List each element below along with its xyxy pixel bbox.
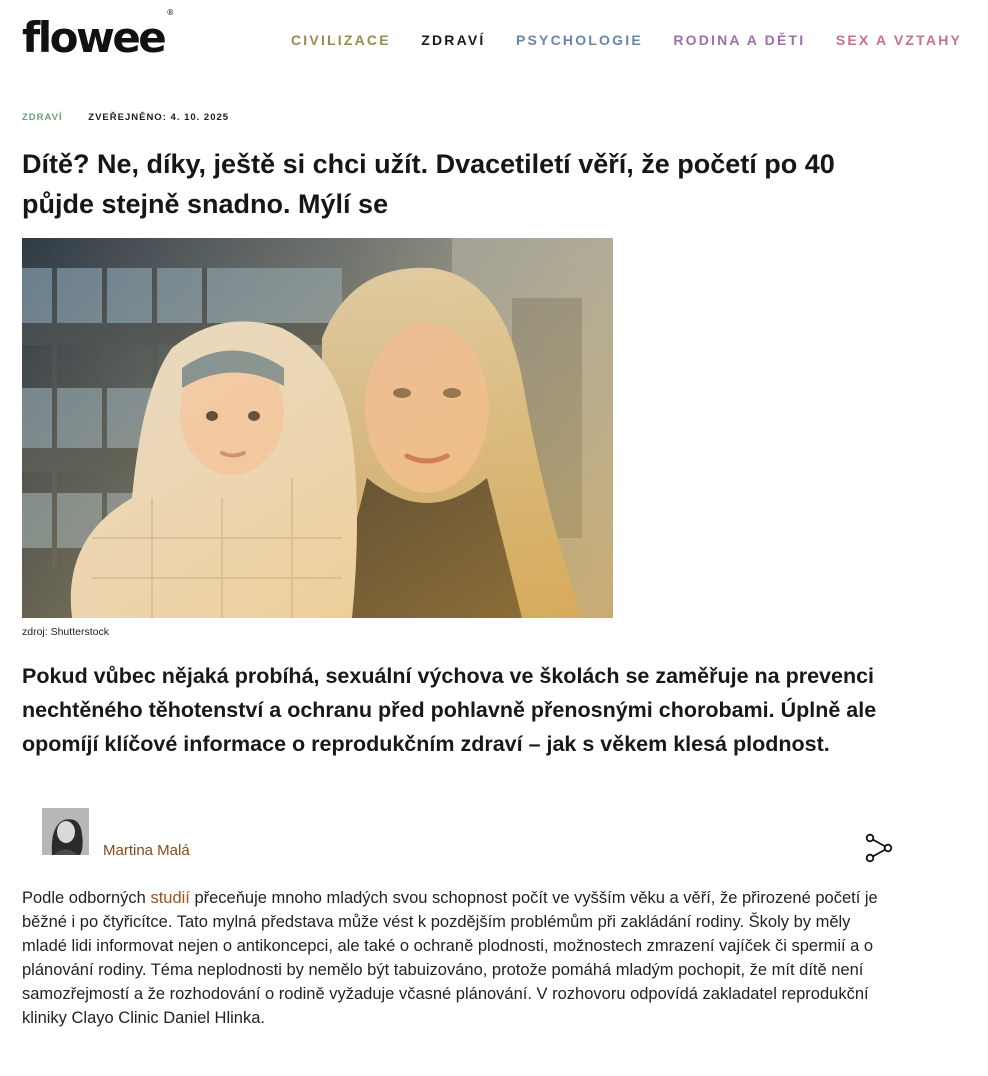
- category-link[interactable]: ZDRAVÍ: [22, 112, 63, 123]
- image-source: zdroj: Shutterstock: [22, 626, 109, 638]
- body-text-start: Podle odborných: [22, 889, 151, 907]
- article-body-paragraph: [22, 886, 892, 1030]
- studies-link[interactable]: studií: [150, 889, 190, 907]
- nav-item-zdravi[interactable]: ZDRAVÍ: [421, 32, 486, 48]
- registered-mark: ®: [166, 8, 175, 17]
- site-header: [0, 0, 963, 80]
- body-text-rest: přeceňuje mnoho mladých svou schopnost počít ve vyšším věku a věří, že přirozené početí je běžné i po čtyřicítce. Tato mylná představa může vést k pozdějším problémům při zakládání rodiny. Školy by měly mladé lidi informovat nejen o antikoncepci, ale také o ochraně plodnosti, možnostech zmrazení vajíček či spermií a o plánování rodiny. Téma neplodnosti by nemělo být tabuizováno, protože pomáhá mladým pochopit, že mít dítě není samozřejmostí a že rozhodování o rodině vyžaduje včasné plánování. V rozhovoru odpovídá zakladatel reprodukční kliniky Clayo Clinic Daniel Hlinka.: [22, 889, 878, 1027]
- main-nav: [291, 31, 963, 49]
- share-icon[interactable]: [864, 833, 894, 863]
- article-meta: [22, 112, 229, 124]
- logo-text: flowee: [22, 13, 165, 62]
- author-avatar[interactable]: [42, 808, 89, 855]
- nav-item-civilizace[interactable]: CIVILIZACE: [291, 32, 391, 48]
- article-perex: Pokud vůbec nějaká probíhá, sexuální výchova ve školách se zaměřuje na prevenci nechtěného těhotenství a ochranu před pohlavně přenosnými chorobami. Úplně ale opomíjí klíčové informace o reprodukčním zdraví – jak s věkem klesá plodnost.: [22, 664, 877, 756]
- nav-item-sex-a-vztahy[interactable]: SEX A VZTAHY: [835, 32, 963, 48]
- hero-image: [22, 238, 613, 618]
- author-name-link[interactable]: Martina Malá: [103, 842, 190, 859]
- share-icon-graphic: [864, 833, 894, 863]
- nav-item-psychologie[interactable]: PSYCHOLOGIE: [515, 32, 643, 48]
- article-title: Dítě? Ne, díky, ještě si chci užít. Dvacetiletí věří, že početí po 40 půjde stejně snadno. Mýlí se: [22, 149, 835, 219]
- published-date: ZVEŘEJNĚNO: 4. 10. 2025: [88, 112, 230, 123]
- hero-image-illustration: [22, 238, 613, 618]
- nav-item-rodina-a-deti[interactable]: RODINA A DĚTI: [673, 32, 806, 48]
- site-logo[interactable]: [22, 8, 175, 63]
- author-photo: [42, 808, 89, 855]
